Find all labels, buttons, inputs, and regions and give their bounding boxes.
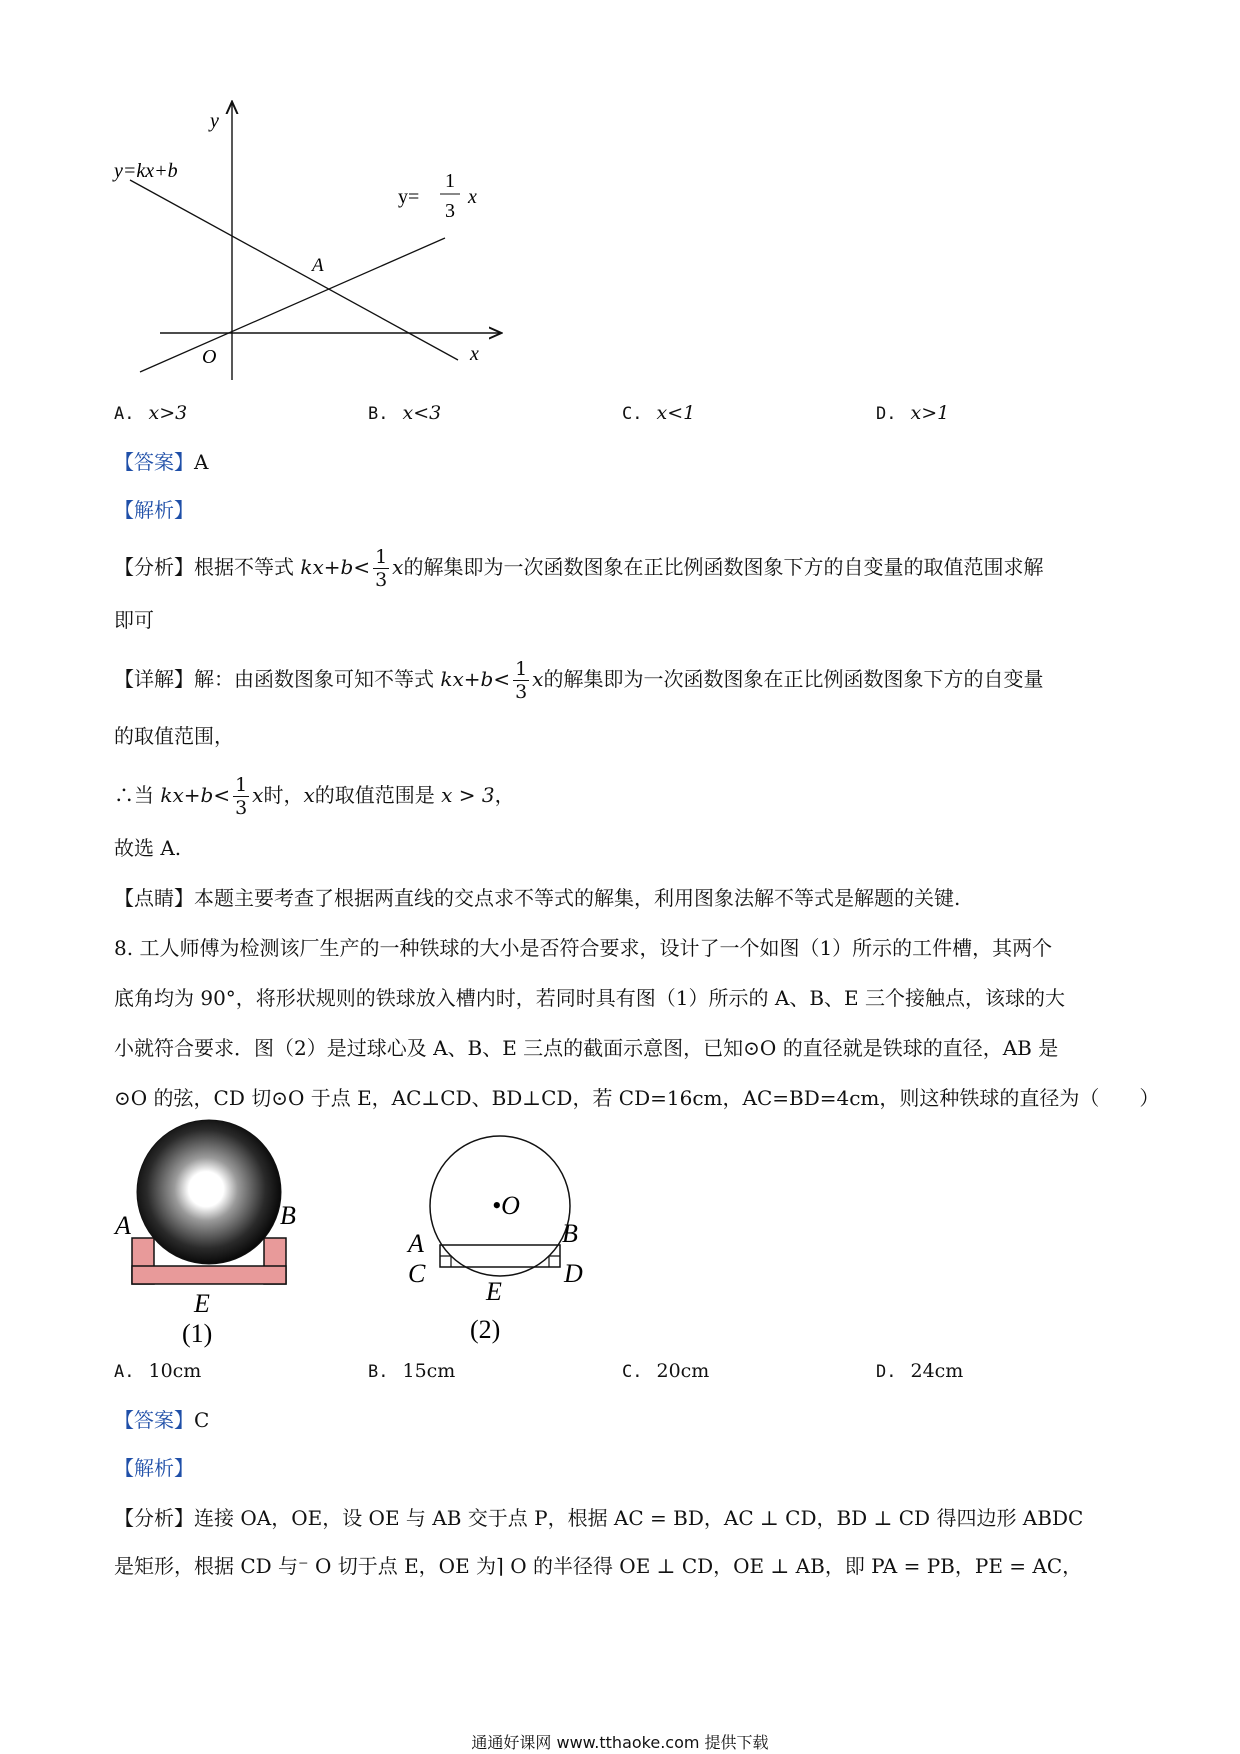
line-one-third-x (140, 238, 445, 372)
q7-answer: 【答案】A (114, 450, 209, 474)
x-axis-label: x (470, 343, 479, 365)
q7-xiangjie: 【详解】解：由函数图象可知不等式 kx+b< $\frac{1}{3}$ x的解集即为一次函数图象在正比例函数图象下方的自变量 (114, 658, 1044, 703)
line2-label-num: 1 (445, 170, 455, 192)
q8-line-1: 8. 工人师傅为检测该厂生产的一种铁球的大小是否符合要求，设计了一个如图（1）所示的工件槽，其两个 (114, 936, 1053, 960)
fig1-caption: (1) (182, 1319, 213, 1348)
figure-1-groove (110, 1118, 320, 1354)
fig2-caption: (2) (470, 1315, 501, 1344)
q7-fenxi-cont: 即可 (114, 608, 154, 632)
figure-2-cross-section (400, 1118, 600, 1354)
fig2-label-a: A (408, 1229, 424, 1258)
q8-answer: 【答案】C (114, 1408, 210, 1432)
q8-option-b: B. 15cm (368, 1360, 456, 1382)
q7-option-a: A. x>3 (114, 402, 188, 424)
fig2-label-e: E (486, 1277, 502, 1306)
q8-line-2: 底角均为 90°，将形状规则的铁球放入槽内时，若同时具有图（1）所示的 A、B、E 三个接触点，该球的大 (114, 986, 1065, 1010)
fig2-label-c: C (408, 1259, 426, 1288)
line2-label-suffix: x (468, 186, 477, 208)
q7-fenxi: 【分析】根据不等式 kx+b< $\frac{1}{3}$ x的解集即为一次函数图象在正比例函数图象下方的自变量的取值范围求解 (114, 546, 1044, 591)
q8-fenxi-2: 是矩形，根据 CD 与⁻ O 切于点 E，OE 为⌉ O 的半径得 OE ⊥ CD，OE ⊥ AB，即 PA = PB，PE = AC， (114, 1554, 1083, 1578)
q7-therefore: ∴当 kx+b< $\frac{1}{3}$ x时，x的取值范围是 x > 3， (114, 774, 515, 819)
right-angle-d (549, 1256, 560, 1267)
fig1-label-a: A (115, 1211, 131, 1240)
y-axis-label: y (210, 110, 219, 132)
q8-line-4: ⊙O 的弦，CD 切⊙O 于点 E，AC⊥CD、BD⊥CD，若 CD=16cm，AC=BD=4cm，则这种铁球的直径为（ ） (114, 1086, 1160, 1110)
rectangle-abdc (440, 1245, 560, 1267)
right-angle-c (440, 1256, 451, 1267)
q7-analysis-tag: 【解析】 (114, 498, 194, 522)
origin-label: O (202, 346, 217, 368)
fig1-label-e: E (194, 1289, 210, 1318)
fig2-label-d: D (564, 1259, 583, 1288)
page-footer: 通通好课网 www.tthaoke.com 提供下载 (471, 1733, 769, 1752)
q8-fenxi-1: 【分析】连接 OA，OE，设 OE 与 AB 交于点 P，根据 AC = BD，AC ⊥ CD，BD ⊥ CD 得四边形 ABDC (114, 1506, 1084, 1530)
q8-option-d: D. 24cm (876, 1360, 964, 1382)
function-graph (100, 95, 520, 385)
line1-label: y=kx+b (114, 160, 178, 182)
line2-label-prefix: y= (398, 186, 420, 208)
fig2-label-b: B (562, 1219, 578, 1248)
q7-dianjing: 【点睛】本题主要考查了根据两直线的交点求不等式的解集，利用图象法解不等式是解题的关键. (114, 886, 961, 910)
fig1-label-b: B (280, 1201, 296, 1230)
q8-line-3: 小就符合要求．图（2）是过球心及 A、B、E 三点的截面示意图，已知⊙O 的直径就是铁球的直径，AB 是 (114, 1036, 1059, 1060)
line2-label-den: 3 (445, 200, 455, 222)
q7-option-d: D. x>1 (876, 402, 950, 424)
q8-option-a: A. 10cm (114, 1360, 202, 1382)
fig2-label-o: •O (492, 1191, 520, 1220)
q7-option-c: C. x<1 (622, 402, 696, 424)
q7-guxuan: 故选 A. (114, 836, 182, 860)
point-a-label: A (312, 255, 324, 276)
q7-option-b: B. x<3 (368, 402, 442, 424)
groove-base (132, 1266, 286, 1284)
q7-xiangjie-cont: 的取值范围， (114, 724, 234, 748)
iron-ball (137, 1120, 281, 1264)
q8-analysis-tag: 【解析】 (114, 1456, 194, 1480)
q8-option-c: C. 20cm (622, 1360, 710, 1382)
